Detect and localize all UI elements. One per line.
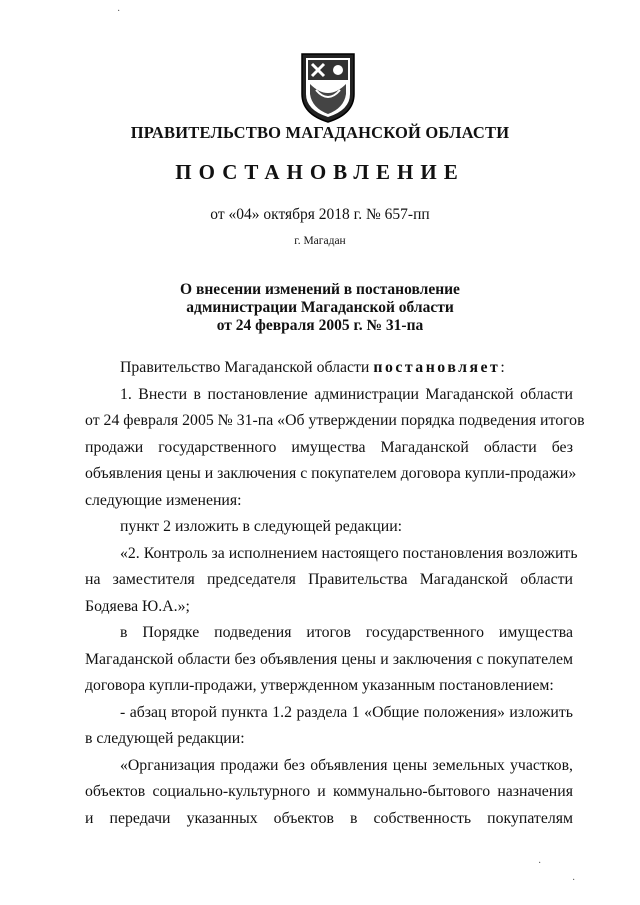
document-type-title: ПОСТАНОВЛЕНИЕ [175,160,465,184]
body-line: «Организация продажи без объявления цены земельных участков, [120,756,573,774]
body-line: 1. Внести в постановление администрации Магаданской области [120,385,573,403]
subject-line: О внесении изменений в постановление [180,281,460,298]
government-name: ПРАВИТЕЛЬСТВО МАГАДАНСКОЙ ОБЛАСТИ [130,123,510,142]
body-line: объявления цены и заключения с покупателем договора купли-продажи» [85,465,577,482]
body-line: от 24 февраля 2005 № 31-па «Об утверждении порядка подведения итогов [85,412,585,429]
body-intro-line [85,355,573,382]
coat-of-arms-emblem [296,50,360,124]
body-line: следующие изменения: [85,491,242,509]
intro-spaced-word: постановляет [373,359,501,376]
body-line: Бодяева Ю.А.»; [85,597,190,615]
scan-speck: · [538,858,542,869]
document-subject [0,281,640,335]
body-line: пункт 2 изложить в следующей редакции: [120,518,403,535]
body-line: объектов социально-культурного и коммунально-бытового назначения [85,783,573,800]
intro-colon: : [500,359,505,376]
body-line: в следующей редакции: [85,730,245,747]
body-line: - абзац второй пункта 1.2 раздела 1 «Общие положения» изложить [120,703,573,721]
document-body [85,355,585,832]
subject-line: администрации Магаданской области [186,299,454,316]
body-line: продажи государственного имущества Магаданской области без [85,438,573,456]
body-line: договора купли-продажи, утвержденном указанным постановлением: [85,677,554,694]
scan-speck: · [117,6,121,17]
body-line: и передачи указанных объектов в собственность покупателям [85,809,573,827]
document-date-number: от «04» октября 2018 г. № 657-пп [210,206,430,223]
body-line: Магаданской области без объявления цены и заключения с покупателем [85,650,573,668]
scan-speck: · [572,875,576,886]
intro-text: Правительство Магаданской области [120,359,370,376]
document-city: г. Магадан [294,235,346,247]
body-line: в Порядке подведения итогов государственного имущества [120,624,573,641]
body-line: на заместителя председателя Правительства Магаданской области [85,571,573,588]
body-line: «2. Контроль за исполнением настоящего постановления возложить [120,544,578,562]
subject-line: от 24 февраля 2005 г. № 31-па [216,317,424,334]
